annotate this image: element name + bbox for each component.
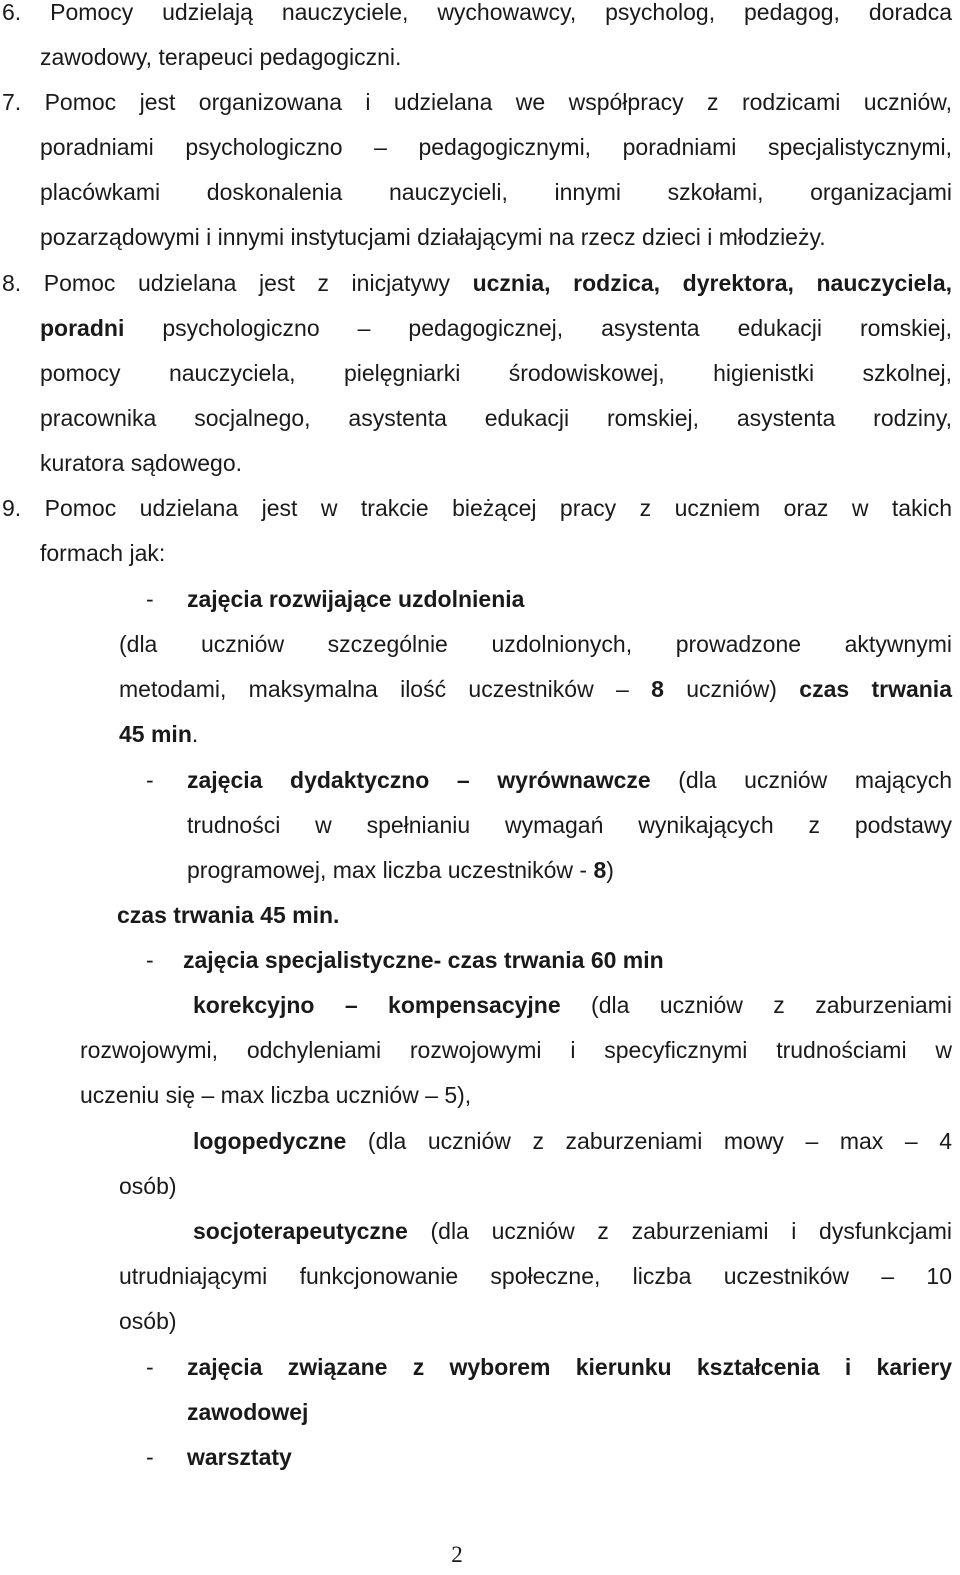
form-1-text-2: uczniów): [663, 676, 800, 702]
form-5-dash: -: [146, 1444, 154, 1470]
form-4-dash: -: [146, 1354, 154, 1380]
item-6-line-1: 6. Pomocy udzielają nauczyciele, wychowawcy, psycholog, pedagog, doradca: [2, 0, 952, 25]
form-3-dash: -: [146, 947, 154, 973]
form-1-line-1: (dla uczniów szczególnie uzdolnionych, prowadzone aktywnymi: [119, 631, 952, 657]
form-1-line-2: [119, 674, 952, 704]
korekcyjno-line-1: [193, 990, 952, 1020]
korekcyjno-title: korekcyjno – kompensacyjne: [193, 992, 561, 1018]
item-6-line-2: zawodowy, terapeuci pedagogiczni.: [40, 44, 402, 70]
item-8-initiators: ucznia, rodzica, dyrektora, nauczyciela,: [472, 270, 953, 296]
item-8-line-4: pracownika socjalnego, asystenta edukacji romskiej, asystenta rodziny,: [40, 405, 952, 431]
form-2-line-4: [117, 900, 339, 930]
form-1-title-text: zajęcia rozwijające uzdolnienia: [187, 586, 525, 612]
item-9-line-1: 9. Pomoc udzielana jest w trakcie bieżącej pracy z uczniem oraz w takich: [2, 495, 952, 521]
form-1-text: metodami, maksymalna ilość uczestników –: [119, 676, 652, 702]
form-4-title: zajęcia związane z wyborem kierunku kształcenia i kariery: [187, 1354, 952, 1380]
form-1-dash: -: [146, 586, 154, 612]
socjoterapeutyczne-title: socjoterapeutyczne: [193, 1218, 408, 1244]
socjoterapeutyczne-line-2: utrudniającymi funkcjonowanie społeczne, liczba uczestników – 10: [119, 1263, 952, 1289]
item-7-line-4: pozarządowymi i innymi instytucjami działającymi na rzecz dzieci i młodzieży.: [40, 224, 826, 250]
item-8-line-3: pomocy nauczyciela, pielęgniarki środowiskowej, higienistki szkolnej,: [40, 360, 952, 386]
form-2-title: zajęcia dydaktyczno – wyrównawcze: [187, 767, 651, 793]
form-1-title: [187, 584, 524, 614]
item-8-line-2: [40, 313, 952, 343]
item-8-text-2: psychologiczno – pedagogicznej, asystenta edukacji romskiej,: [124, 315, 952, 341]
form-3-title: [183, 945, 664, 975]
item-8-line-1: [2, 268, 952, 298]
korekcyjno-line-3: uczeniu się – max liczba uczniów – 5),: [80, 1082, 472, 1108]
form-2-line-2: trudności w spełnianiu wymagań wynikających z podstawy: [187, 812, 952, 838]
form-5-title: [187, 1442, 292, 1472]
form-1-duration: 45 min: [119, 721, 192, 747]
logopedyczne-title: logopedyczne: [193, 1128, 347, 1154]
item-8-line-5: kuratora sądowego.: [40, 450, 243, 476]
item-7-line-1: 7. Pomoc jest organizowana i udzielana we współpracy z rodzicami uczniów,: [2, 89, 952, 115]
item-9-line-2: formach jak:: [40, 540, 166, 566]
form-2-text-3: programowej, max liczba uczestników -: [187, 857, 594, 883]
socjoterapeutyczne-line-3: osób): [119, 1308, 177, 1334]
logopedyczne-text: (dla uczniów z zaburzeniami mowy – max – 4: [346, 1128, 952, 1154]
korekcyjno-line-2: rozwojowymi, odchyleniami rozwojowymi i specyficznymi trudnościami w: [80, 1037, 952, 1063]
form-1-duration-label: czas trwania: [799, 676, 952, 702]
form-3-title-text: zajęcia specjalistyczne- czas trwania 60 min: [183, 947, 664, 973]
form-4-title-2: zawodowej: [187, 1399, 309, 1425]
socjoterapeutyczne-line-1: [193, 1216, 952, 1246]
item-8-text: 8. Pomoc udzielana jest z inicjatywy: [2, 270, 473, 296]
item-8-poradni: poradni: [40, 315, 125, 341]
form-2-paren: ): [606, 857, 614, 883]
form-1-count: 8: [651, 676, 664, 702]
item-7-line-3: placówkami doskonalenia nauczycieli, innymi szkołami, organizacjami: [40, 179, 952, 205]
form-2-count: 8: [593, 857, 607, 883]
form-2-line-3: [187, 855, 614, 885]
form-2-line-1: [187, 765, 952, 795]
form-4-line-2: [187, 1397, 308, 1427]
form-1-line-3: [119, 719, 198, 749]
form-2-text: (dla uczniów mających: [650, 767, 952, 793]
page-number: 2: [451, 1542, 463, 1567]
form-4-line-1: [187, 1352, 952, 1382]
item-7-line-2: poradniami psychologiczno – pedagogicznymi, poradniami specjalistycznymi,: [40, 134, 952, 160]
form-1-period: .: [191, 721, 199, 747]
form-2-dash: -: [146, 767, 154, 793]
logopedyczne-line-2: osób): [119, 1173, 177, 1199]
form-5-title-text: warsztaty: [187, 1444, 292, 1470]
form-2-duration: czas trwania 45 min.: [117, 902, 340, 928]
socjoterapeutyczne-text: (dla uczniów z zaburzeniami i dysfunkcjami: [407, 1218, 952, 1244]
logopedyczne-line-1: [193, 1126, 952, 1156]
korekcyjno-text: (dla uczniów z zaburzeniami: [560, 992, 952, 1018]
